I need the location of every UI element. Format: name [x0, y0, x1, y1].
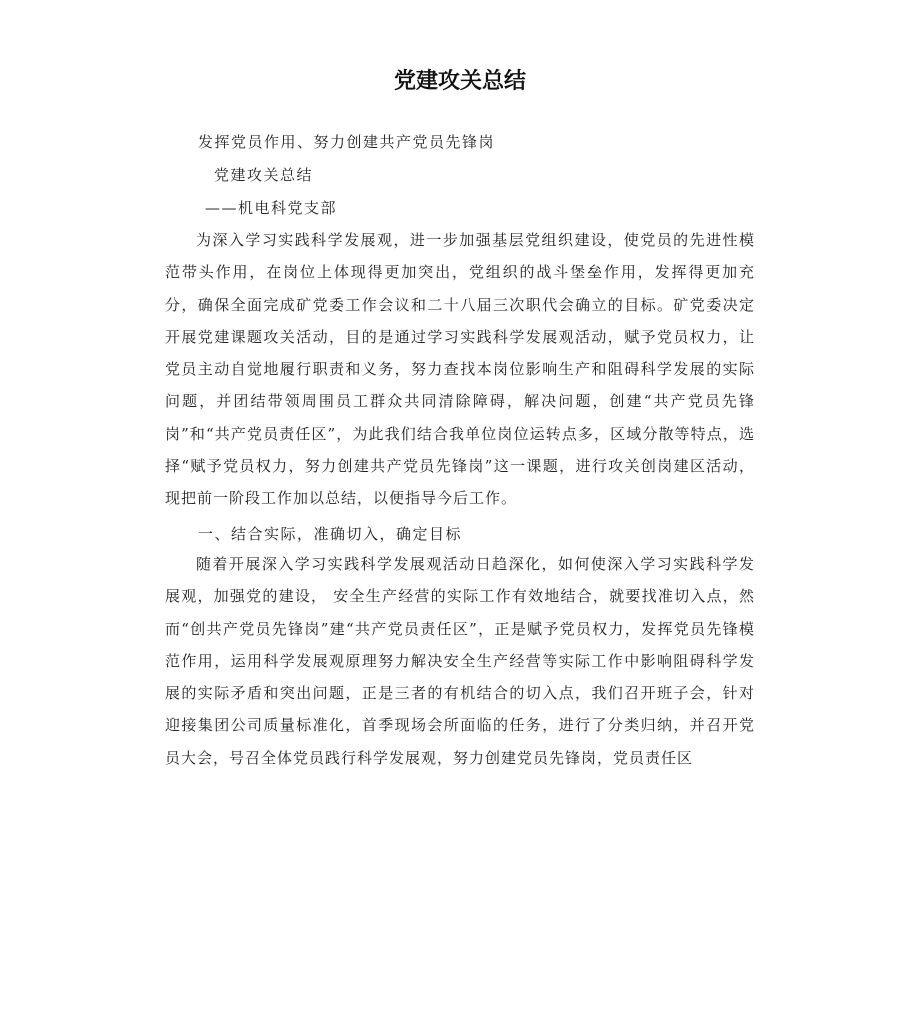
subtitle-line-2: 党建攻关总结: [214, 166, 314, 184]
body-paragraph-2: 随着开展深入学习实践科学发展观活动日趋深化，如何使深入学习实践科学发展观，加强党的建设， 安全生产经营的实际工作有效地结合，就要找准切入点，然而“创共产党员先锋岗”建“共产党员责任区”，正是赋予党员权力，发挥党员先锋模范作用，运用科学发展观原理努力解决安全生产经营等实际工作中影响阻碍科学发展的实际矛盾和突出问题，正是三者的有机结合的切入点，我们召开班子会，针对迎接集团公司质量标准化，首季现场会所面临的任务，进行了分类归纳，并召开党员大会，号召全体党员践行科学发展观，努力创建党员先锋岗，党员责任区: [165, 555, 755, 767]
subtitle-author: ——机电科党支部: [205, 199, 338, 217]
subtitle-line-1: 发挥党员作用、努力创建共产党员先锋岗: [198, 133, 496, 151]
body-paragraph-1: 为深入学习实践科学发展观，进一步加强基层党组织建设，使党员的先进性模范带头作用，在岗位上体现得更加突出，党组织的战斗堡垒作用，发挥得更加充分，确保全面完成矿党委工作会议和二十八届三次职代会确立的目标。矿党委决定开展党建课题攻关活动，目的是通过学习实践科学发展观活动，赋予党员权力，让党员主动自觉地履行职责和义务，努力查找本岗位影响生产和阻碍科学发展的实际问题，并团结带领周围员工群众共同清除障碍，解决问题，创建“共产党员先锋岗”和“共产党员责任区”，为此我们结合我单位岗位运转点多，区域分散等特点，选择“赋予党员权力，努力创建共产党员先锋岗”这一课题，进行攻关创岗建区活动，现把前一阶段工作加以总结，以便指导今后工作。: [165, 231, 755, 508]
document-title: 党建攻关总结: [393, 69, 526, 94]
section-heading-1: 一、结合实际，准确切入，确定目标: [198, 525, 463, 543]
